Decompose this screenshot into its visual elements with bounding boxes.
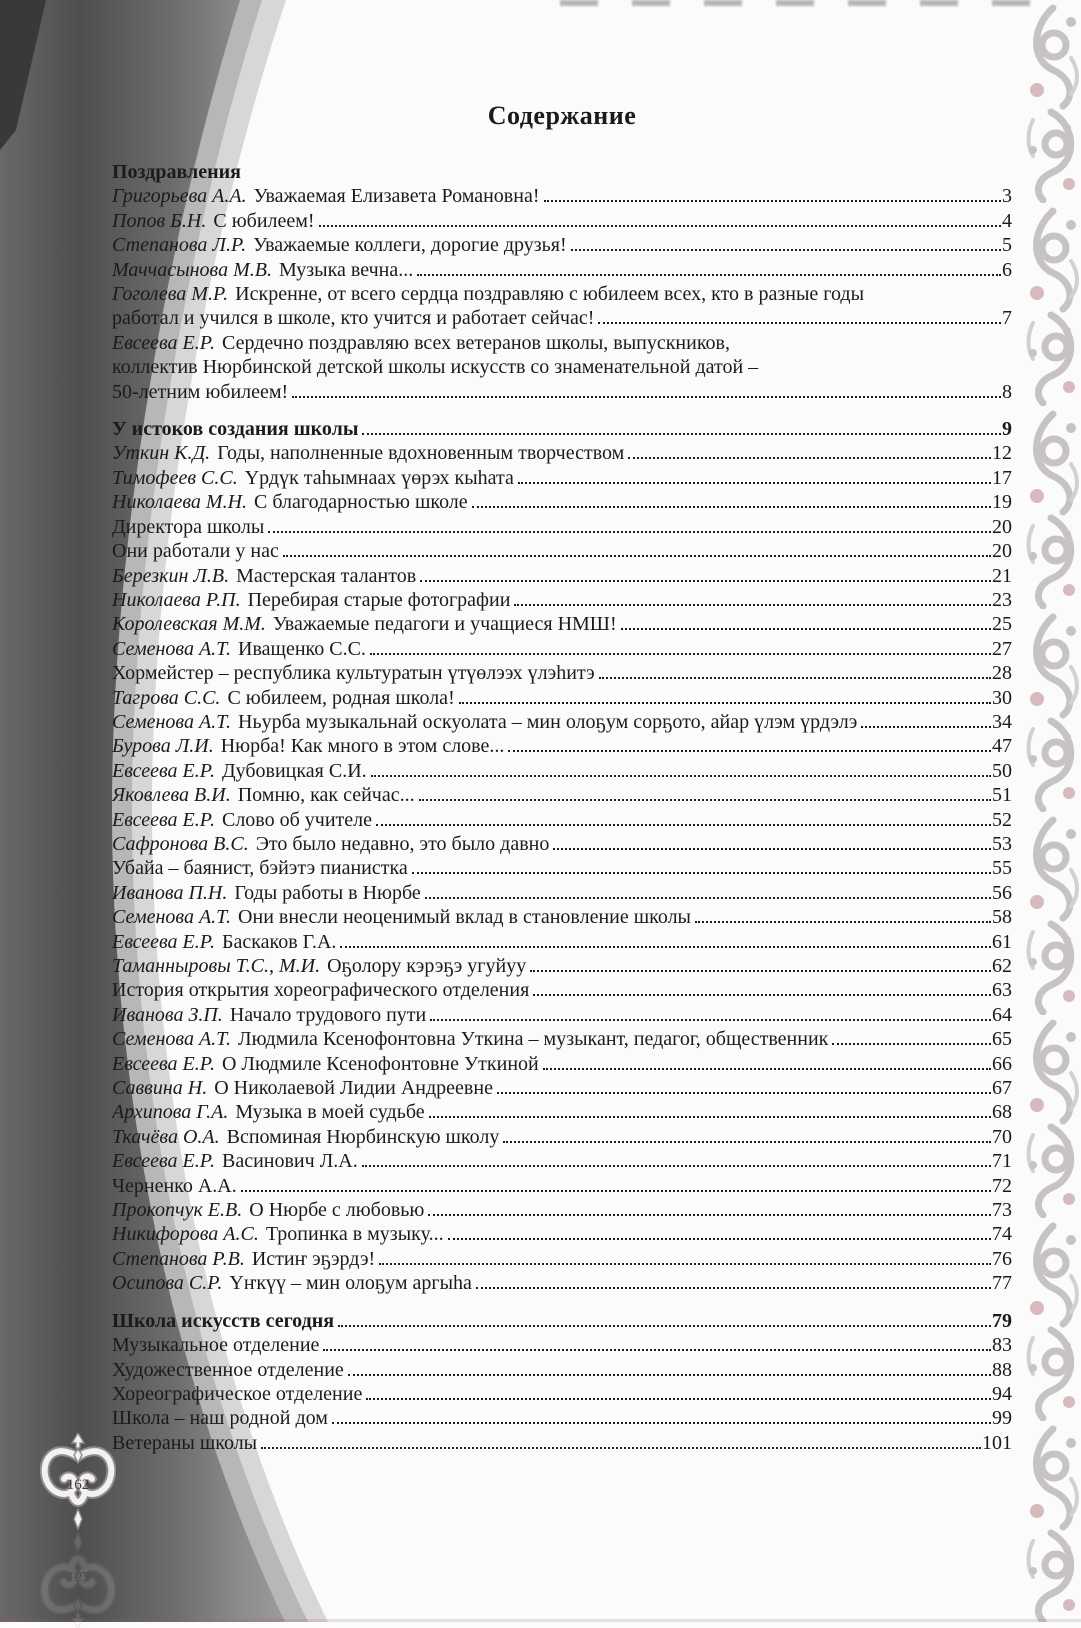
toc-entry <box>112 710 1012 734</box>
page-number: 162 <box>66 1568 90 1584</box>
entry-page-number: 23 <box>992 588 1012 611</box>
toc-entry <box>112 490 1012 514</box>
entry-page-number: 73 <box>992 1199 1012 1222</box>
entry-author: Попов Б.Н. <box>112 209 207 232</box>
entry-page-number: 5 <box>1002 234 1012 257</box>
entry-page-number: 51 <box>992 784 1012 807</box>
toc-entry <box>112 1174 1012 1198</box>
scan-smudge-top <box>560 0 1030 6</box>
entry-title: Они внесли неоценимый вклад в становление школы <box>238 906 691 929</box>
entry-title: Директора школы <box>112 515 265 538</box>
entry-author: Евсеева Е.Р. <box>112 1052 215 1075</box>
dot-leader <box>503 1141 991 1143</box>
entry-title: Помню, как сейчас... <box>237 784 415 807</box>
entry-author: Бурова Л.И. <box>112 735 214 758</box>
entry-page-number: 62 <box>992 955 1012 977</box>
entry-page-number: 99 <box>992 1407 1012 1430</box>
entry-page-number: 53 <box>992 832 1012 855</box>
dot-leader <box>340 946 991 948</box>
entry-page-number: 30 <box>992 686 1012 709</box>
section-heading-row <box>112 417 1012 441</box>
toc-entry <box>112 306 1012 330</box>
dot-leader <box>476 1287 991 1289</box>
dot-leader <box>268 531 991 533</box>
entry-page-number: 25 <box>992 613 1012 636</box>
entry-title: История открытия хореографического отделения <box>112 979 530 1002</box>
section-heading-row <box>112 160 1012 184</box>
toc-section <box>112 417 1012 1296</box>
entry-author: Григорьева А.А. <box>112 185 247 208</box>
toc-entry <box>112 1052 1012 1076</box>
entry-title: Годы работы в Нюрбе <box>234 881 421 904</box>
dot-leader <box>420 580 991 582</box>
dot-leader <box>379 1263 991 1265</box>
dot-leader <box>861 726 991 728</box>
section-heading: Школа искусств сегодня <box>112 1309 335 1332</box>
entry-title: Дубовицкая С.И. <box>221 759 367 782</box>
entry-title: Черненко А.А. <box>112 1174 237 1197</box>
entry-page-number: 72 <box>992 1174 1012 1197</box>
entry-author: Евсеева Е.Р. <box>112 759 215 782</box>
entry-title: Үҥкүү – мин олоҕум аргыhа <box>229 1272 472 1295</box>
entry-page-number: 21 <box>992 564 1012 587</box>
entry-title: работал и учился в школе, кто учится и работает сейчас! <box>112 307 595 330</box>
toc-entry <box>112 930 1012 954</box>
entry-title: коллектив Нюрбинской детской школы искусств со знаменательной датой – <box>112 356 759 379</box>
entry-author: Семенова А.Т. <box>112 710 232 733</box>
dot-leader <box>283 555 991 557</box>
entry-page-number: 74 <box>992 1223 1012 1246</box>
toc-entry <box>112 233 1012 257</box>
toc-entry <box>112 637 1012 661</box>
toc-entry <box>112 1333 1012 1357</box>
entry-title: Музыка в моей судьбе <box>235 1101 425 1124</box>
section-page-number: 79 <box>992 1309 1012 1332</box>
entry-page-number: 68 <box>992 1101 1012 1124</box>
entry-title: Тропинка в музыку... <box>265 1223 444 1246</box>
entry-author: Сафронова В.С. <box>112 832 249 855</box>
page-ornament-reflection <box>40 1523 116 1628</box>
entry-title: Слово об учителе <box>221 808 373 831</box>
toc-entry <box>112 905 1012 929</box>
dot-leader <box>419 799 991 801</box>
toc-entry <box>112 1247 1012 1271</box>
entry-title: Уважаемые педагоги и учащиеся НМШ! <box>272 613 617 636</box>
entry-page-number: 3 <box>1002 185 1012 208</box>
entry-title: Школа – наш родной дом <box>112 1407 328 1430</box>
entry-title: Баскаков Г.А. <box>221 930 337 953</box>
entry-page-number: 58 <box>992 906 1012 929</box>
entry-title: О Николаевой Лидии Андреевне <box>214 1077 493 1100</box>
entry-title: О Нюрбе с любовью <box>249 1199 425 1222</box>
entry-title: Сердечно поздравляю всех ветеранов школы, выпускников, <box>221 331 730 354</box>
dot-leader <box>497 1092 991 1094</box>
entry-title: Ньурба музыкальнай оскуолата – мин олоҕум сорҕото, айар үлэм үрдэлэ <box>238 710 858 733</box>
entry-title: Уважаемая Елизавета Романовна! <box>253 185 540 208</box>
entry-page-number: 66 <box>992 1052 1012 1075</box>
entry-author: Таманныровы Т.С., М.И. <box>112 955 321 977</box>
dot-leader <box>241 1190 991 1192</box>
dot-leader <box>348 1374 991 1376</box>
contents-title: Содержание <box>487 101 637 130</box>
dot-leader <box>338 1325 991 1327</box>
entry-title: Перебирая старые фотографии <box>247 588 511 611</box>
toc-entry <box>112 355 1012 379</box>
toc-entry <box>112 1149 1012 1173</box>
dot-leader <box>533 994 991 996</box>
entry-author: Евсеева Е.Р. <box>112 1150 215 1173</box>
dot-leader <box>832 1043 991 1045</box>
toc-entry <box>112 539 1012 563</box>
entry-page-number: 20 <box>992 515 1012 538</box>
section-heading-row <box>112 1309 1012 1333</box>
toc-section <box>112 1309 1012 1455</box>
entry-title: Это было недавно, это было давно <box>255 832 550 855</box>
entry-author: Яковлева В.И. <box>112 784 231 807</box>
entry-page-number: 55 <box>992 857 1012 880</box>
entry-page-number: 70 <box>992 1125 1012 1148</box>
dot-leader <box>571 249 1001 251</box>
entry-author: Березкин Л.В. <box>112 564 230 587</box>
entry-page-number: 101 <box>982 1431 1012 1454</box>
entry-author: Осипова С.Р. <box>112 1272 223 1295</box>
section-heading: У истоков создания школы <box>112 418 359 441</box>
page-number: 162 <box>66 1477 90 1493</box>
entry-page-number: 65 <box>992 1028 1012 1051</box>
toc-entry <box>112 1027 1012 1051</box>
dot-leader <box>553 848 991 850</box>
entry-page-number: 12 <box>992 442 1012 465</box>
dot-leader <box>371 775 991 777</box>
entry-author: Иванова П.Н. <box>112 881 228 904</box>
dot-leader <box>544 200 1002 202</box>
toc-entry <box>112 466 1012 490</box>
toc-page <box>112 100 1012 1455</box>
toc-entry <box>112 808 1012 832</box>
toc-entry <box>112 1076 1012 1100</box>
entry-author: Никифорова А.С. <box>112 1223 259 1246</box>
entry-author: Архипова Г.А. <box>112 1101 229 1124</box>
entry-title: Начало трудового пути <box>229 1003 427 1026</box>
dot-leader <box>362 1165 991 1167</box>
dot-leader <box>417 274 1001 276</box>
dot-leader <box>508 750 991 752</box>
toc-entry <box>112 258 1012 282</box>
dot-leader <box>695 921 991 923</box>
toc-entry <box>112 1125 1012 1149</box>
entry-page-number: 94 <box>992 1382 1012 1405</box>
entry-title: Художественное отделение <box>112 1358 344 1381</box>
entry-author: Прокопчук Е.В. <box>112 1199 243 1222</box>
toc-entry <box>112 515 1012 539</box>
entry-page-number: 67 <box>992 1077 1012 1100</box>
toc-entry <box>112 856 1012 880</box>
dot-leader <box>428 1214 991 1216</box>
section-heading: Поздравления <box>112 161 241 183</box>
toc-entry <box>112 1358 1012 1382</box>
entry-title: Иващенко С.С. <box>238 637 366 660</box>
toc-entry <box>112 832 1012 856</box>
section-page-number: 9 <box>1002 418 1012 441</box>
dot-leader <box>598 322 1001 324</box>
entry-author: Степанова Р.В. <box>112 1247 245 1270</box>
entry-title: Истиҥ эҕэрдэ! <box>251 1247 376 1270</box>
dot-leader <box>621 628 991 630</box>
entry-page-number: 61 <box>992 930 1012 953</box>
dot-leader <box>319 225 1001 227</box>
entry-page-number: 47 <box>992 735 1012 758</box>
toc-entry <box>112 588 1012 612</box>
toc-entry <box>112 564 1012 588</box>
toc-entry <box>112 1100 1012 1124</box>
dot-leader <box>366 1398 991 1400</box>
toc-entry <box>112 380 1012 404</box>
entry-title: Мастерская талантов <box>236 564 417 587</box>
toc-sections <box>112 160 1012 1455</box>
entry-title: Годы, наполненные вдохновенным творчеством <box>217 442 625 465</box>
toc-entry <box>112 331 1012 355</box>
entry-author: Тагрова С.С. <box>112 686 221 709</box>
toc-entry <box>112 1222 1012 1246</box>
entry-title: Нюрба! Как много в этом слове... <box>220 735 505 758</box>
dot-leader <box>425 897 991 899</box>
toc-entry <box>112 1198 1012 1222</box>
dot-leader <box>459 702 991 704</box>
entry-author: Евсеева Е.Р. <box>112 331 215 354</box>
dot-leader <box>430 1019 991 1021</box>
entry-author: Николаева М.Н. <box>112 491 248 514</box>
dot-leader <box>261 1447 981 1449</box>
dot-leader <box>514 604 991 606</box>
entry-page-number: 28 <box>992 662 1012 685</box>
toc-entry <box>112 209 1012 233</box>
entry-title: Вспоминая Нюрбинскую школу <box>226 1125 500 1148</box>
toc-entry <box>112 184 1012 208</box>
right-ornament-border <box>1023 0 1081 1622</box>
toc-entry <box>112 1271 1012 1295</box>
entry-title: С юбилеем, родная школа! <box>227 686 455 709</box>
toc-entry <box>112 1382 1012 1406</box>
entry-page-number: 8 <box>1002 380 1012 403</box>
entry-author: Семенова А.Т. <box>112 637 232 660</box>
entry-title: Они работали у нас <box>112 540 279 563</box>
toc-entry <box>112 783 1012 807</box>
entry-title: Үрдүк таhымнаах үөрэх кыhата <box>244 466 514 489</box>
entry-title: Хореографическое отделение <box>112 1382 363 1405</box>
toc-entry <box>112 661 1012 685</box>
dot-leader <box>292 396 1001 398</box>
entry-author: Семенова А.Т. <box>112 1028 232 1051</box>
entry-page-number: 64 <box>992 1003 1012 1026</box>
toc-entry <box>112 612 1012 636</box>
dot-leader <box>599 677 991 679</box>
entry-page-number: 52 <box>992 808 1012 831</box>
entry-title: Оҕолору кэрэҕэ угуйуу <box>327 955 527 977</box>
dot-leader <box>472 506 991 508</box>
entry-page-number: 7 <box>1002 307 1012 330</box>
entry-title: Музыка вечна... <box>278 258 414 281</box>
entry-author: Николаева Р.П. <box>112 588 241 611</box>
entry-title: Уважаемые коллеги, дорогие друзья! <box>253 234 567 257</box>
entry-title: Хормейстер – республика культуратын үтүөлээх үлэhитэ <box>112 662 595 685</box>
dot-leader <box>518 482 991 484</box>
entry-title: Ветераны школы <box>112 1431 258 1454</box>
entry-author: Евсеева Е.Р. <box>112 930 215 953</box>
entry-page-number: 6 <box>1002 258 1012 281</box>
entry-author: Степанова Л.Р. <box>112 234 247 257</box>
dot-leader <box>543 1068 991 1070</box>
dot-leader <box>323 1349 991 1351</box>
toc-section <box>112 160 1012 404</box>
toc-entry <box>112 881 1012 905</box>
entry-page-number: 17 <box>992 466 1012 489</box>
entry-author: Евсеева Е.Р. <box>112 808 215 831</box>
entry-page-number: 77 <box>992 1272 1012 1295</box>
entry-page-number: 71 <box>992 1150 1012 1173</box>
toc-entry <box>112 282 1012 306</box>
entry-page-number: 63 <box>992 979 1012 1002</box>
toc-entry <box>112 1406 1012 1430</box>
dot-leader <box>530 970 991 972</box>
entry-title: Убайа – баянист, бэйэтэ пианистка <box>112 857 408 880</box>
toc-entry <box>112 954 1012 978</box>
entry-page-number: 88 <box>992 1358 1012 1381</box>
toc-entry <box>112 441 1012 465</box>
toc-entry <box>112 686 1012 710</box>
entry-title: О Людмиле Ксенофонтовне Уткиной <box>221 1052 539 1075</box>
toc-entry <box>112 978 1012 1002</box>
entry-title: Музыкальное отделение <box>112 1334 320 1357</box>
entry-page-number: 19 <box>992 491 1012 514</box>
entry-author: Тимофеев С.С. <box>112 466 238 489</box>
entry-author: Саввина Н. <box>112 1077 208 1100</box>
entry-page-number: 56 <box>992 881 1012 904</box>
entry-title: Людмила Ксенофонтовна Уткина – музыкант, педагог, общественник <box>238 1028 829 1051</box>
dot-leader <box>628 457 991 459</box>
dot-leader <box>448 1238 991 1240</box>
toc-entry <box>112 1003 1012 1027</box>
toc-entry <box>112 759 1012 783</box>
dot-leader <box>362 433 1001 435</box>
entry-page-number: 27 <box>992 637 1012 660</box>
entry-author: Уткин К.Д. <box>112 442 211 465</box>
dot-leader <box>412 872 991 874</box>
entry-author: Маччасынова М.В. <box>112 258 272 281</box>
toc-entry <box>112 1431 1012 1455</box>
entry-page-number: 50 <box>992 759 1012 782</box>
entry-title: Искренне, от всего сердца поздравляю с юбилеем всех, кто в разные годы <box>235 283 865 306</box>
dot-leader <box>370 653 991 655</box>
entry-title: С благодарностью школе <box>254 491 468 514</box>
entry-author: Гоголева М.Р. <box>112 283 229 306</box>
entry-author: Королевская М.М. <box>112 613 266 636</box>
entry-title: 50-летним юбилеем! <box>112 380 289 403</box>
dot-leader <box>429 1116 991 1118</box>
toc-entry <box>112 734 1012 758</box>
entry-page-number: 4 <box>1002 209 1012 232</box>
entry-author: Ткачёва О.А. <box>112 1125 220 1148</box>
entry-author: Семенова А.Т. <box>112 906 232 929</box>
entry-page-number: 20 <box>992 540 1012 563</box>
dot-leader <box>332 1422 991 1424</box>
entry-page-number: 34 <box>992 710 1012 733</box>
entry-page-number: 83 <box>992 1334 1012 1357</box>
entry-page-number: 76 <box>992 1247 1012 1270</box>
dot-leader <box>376 824 991 826</box>
entry-title: С юбилеем! <box>213 209 315 232</box>
entry-title: Васинович Л.А. <box>221 1150 358 1173</box>
entry-author: Иванова З.П. <box>112 1003 223 1026</box>
